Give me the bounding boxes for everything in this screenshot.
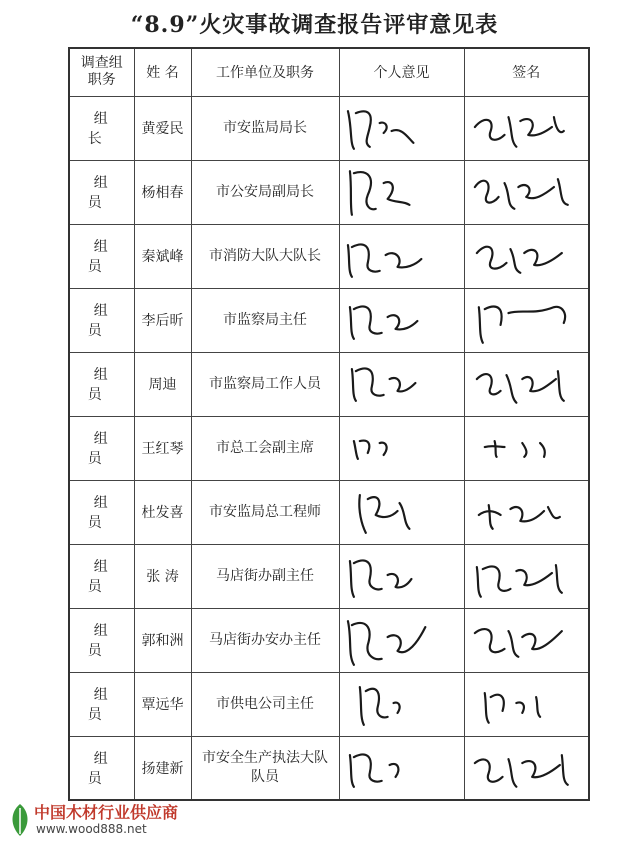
row-role-text: 组员 [87, 559, 122, 595]
row-unit: 市监察局工作人员 [191, 352, 339, 416]
handwritten-signature [465, 161, 589, 223]
handwritten-opinion [340, 673, 464, 735]
row-role-text: 组员 [87, 623, 122, 659]
review-opinion-table [68, 47, 590, 801]
row-name: 杜发喜 [134, 480, 191, 544]
row-role-text: 组员 [87, 367, 122, 403]
row-opinion-handwritten [339, 736, 464, 800]
handwritten-opinion [340, 225, 464, 287]
row-name: 秦斌峰 [134, 224, 191, 288]
row-signature-handwritten [464, 480, 589, 544]
table-row [69, 416, 589, 480]
row-signature-handwritten [464, 352, 589, 416]
row-role [69, 736, 134, 800]
handwritten-signature [465, 353, 589, 415]
row-name: 杨相春 [134, 160, 191, 224]
row-name: 郭和洲 [134, 608, 191, 672]
row-unit: 市安全生产执法大队队员 [191, 736, 339, 800]
row-role [69, 608, 134, 672]
handwritten-signature [465, 417, 589, 479]
table-row [69, 160, 589, 224]
row-name: 覃远华 [134, 672, 191, 736]
row-unit: 市总工会副主席 [191, 416, 339, 480]
row-role-text: 组长 [87, 111, 122, 147]
table-row [69, 96, 589, 160]
row-opinion-handwritten [339, 416, 464, 480]
row-name: 张 涛 [134, 544, 191, 608]
handwritten-opinion [340, 289, 464, 351]
handwritten-signature [465, 481, 589, 543]
header-role [69, 48, 134, 96]
row-signature-handwritten [464, 544, 589, 608]
handwritten-opinion [340, 161, 464, 223]
row-name: 扬建新 [134, 736, 191, 800]
row-role [69, 352, 134, 416]
row-unit: 市安监局总工程师 [191, 480, 339, 544]
header-role-line2: 职务 [87, 72, 116, 89]
handwritten-signature [465, 673, 589, 735]
row-unit: 市公安局副局长 [191, 160, 339, 224]
row-name: 李后昕 [134, 288, 191, 352]
row-unit: 马店街办安办主任 [191, 608, 339, 672]
handwritten-opinion [340, 481, 464, 543]
row-role-text: 组员 [87, 687, 122, 723]
row-role-text: 组员 [87, 303, 122, 339]
row-role [69, 288, 134, 352]
handwritten-signature [465, 545, 589, 607]
handwritten-signature [465, 97, 589, 159]
row-signature-handwritten [464, 224, 589, 288]
handwritten-opinion [340, 353, 464, 415]
row-name: 王红琴 [134, 416, 191, 480]
header-signature: 签名 [464, 48, 589, 96]
table-row [69, 544, 589, 608]
table-row [69, 480, 589, 544]
header-unit: 工作单位及职务 [191, 48, 339, 96]
table-row [69, 672, 589, 736]
row-signature-handwritten [464, 288, 589, 352]
row-opinion-handwritten [339, 544, 464, 608]
handwritten-opinion [340, 417, 464, 479]
row-role [69, 96, 134, 160]
handwritten-signature [465, 609, 589, 671]
row-signature-handwritten [464, 736, 589, 800]
row-signature-handwritten [464, 608, 589, 672]
site-watermark [6, 800, 196, 844]
row-role-text: 组员 [87, 750, 122, 787]
row-role-text: 组员 [87, 495, 122, 531]
watermark-site-name: 中国木材行业供应商 [34, 803, 179, 822]
row-signature-handwritten [464, 96, 589, 160]
row-opinion-handwritten [339, 608, 464, 672]
row-opinion-handwritten [339, 96, 464, 160]
row-role-text: 组员 [87, 431, 122, 467]
table-row [69, 608, 589, 672]
row-opinion-handwritten [339, 672, 464, 736]
row-opinion-handwritten [339, 224, 464, 288]
row-unit: 市监察局主任 [191, 288, 339, 352]
row-role [69, 544, 134, 608]
handwritten-opinion [340, 97, 464, 159]
document-title: “8.9”火灾事故调查报告评审意见表 [130, 12, 499, 38]
handwritten-opinion [340, 545, 464, 607]
handwritten-signature [465, 289, 589, 351]
table-row [69, 736, 589, 800]
row-unit: 市供电公司主任 [191, 672, 339, 736]
row-role [69, 416, 134, 480]
row-unit: 市安监局局长 [191, 96, 339, 160]
row-name: 周迪 [134, 352, 191, 416]
row-signature-handwritten [464, 672, 589, 736]
leaf-logo-icon [8, 802, 32, 838]
row-signature-handwritten [464, 416, 589, 480]
row-name: 黄爱民 [134, 96, 191, 160]
row-role [69, 672, 134, 736]
header-name: 姓 名 [134, 48, 191, 96]
row-opinion-handwritten [339, 480, 464, 544]
table-row [69, 224, 589, 288]
row-signature-handwritten [464, 160, 589, 224]
handwritten-opinion [340, 737, 464, 799]
table-header-row [69, 48, 589, 96]
handwritten-signature [465, 737, 589, 799]
table-body [69, 96, 589, 800]
header-role-line1: 调查组 [80, 55, 123, 72]
row-opinion-handwritten [339, 352, 464, 416]
row-role [69, 160, 134, 224]
row-role-text: 组员 [87, 175, 122, 211]
handwritten-signature [465, 225, 589, 287]
row-role-text: 组员 [87, 239, 122, 275]
row-unit: 市消防大队大队长 [191, 224, 339, 288]
table-row [69, 352, 589, 416]
row-role [69, 224, 134, 288]
table-row [69, 288, 589, 352]
header-opinion: 个人意见 [339, 48, 464, 96]
row-unit: 马店街办副主任 [191, 544, 339, 608]
watermark-url: www.wood888.net [36, 822, 147, 836]
handwritten-opinion [340, 609, 464, 671]
row-opinion-handwritten [339, 160, 464, 224]
row-role [69, 480, 134, 544]
row-opinion-handwritten [339, 288, 464, 352]
